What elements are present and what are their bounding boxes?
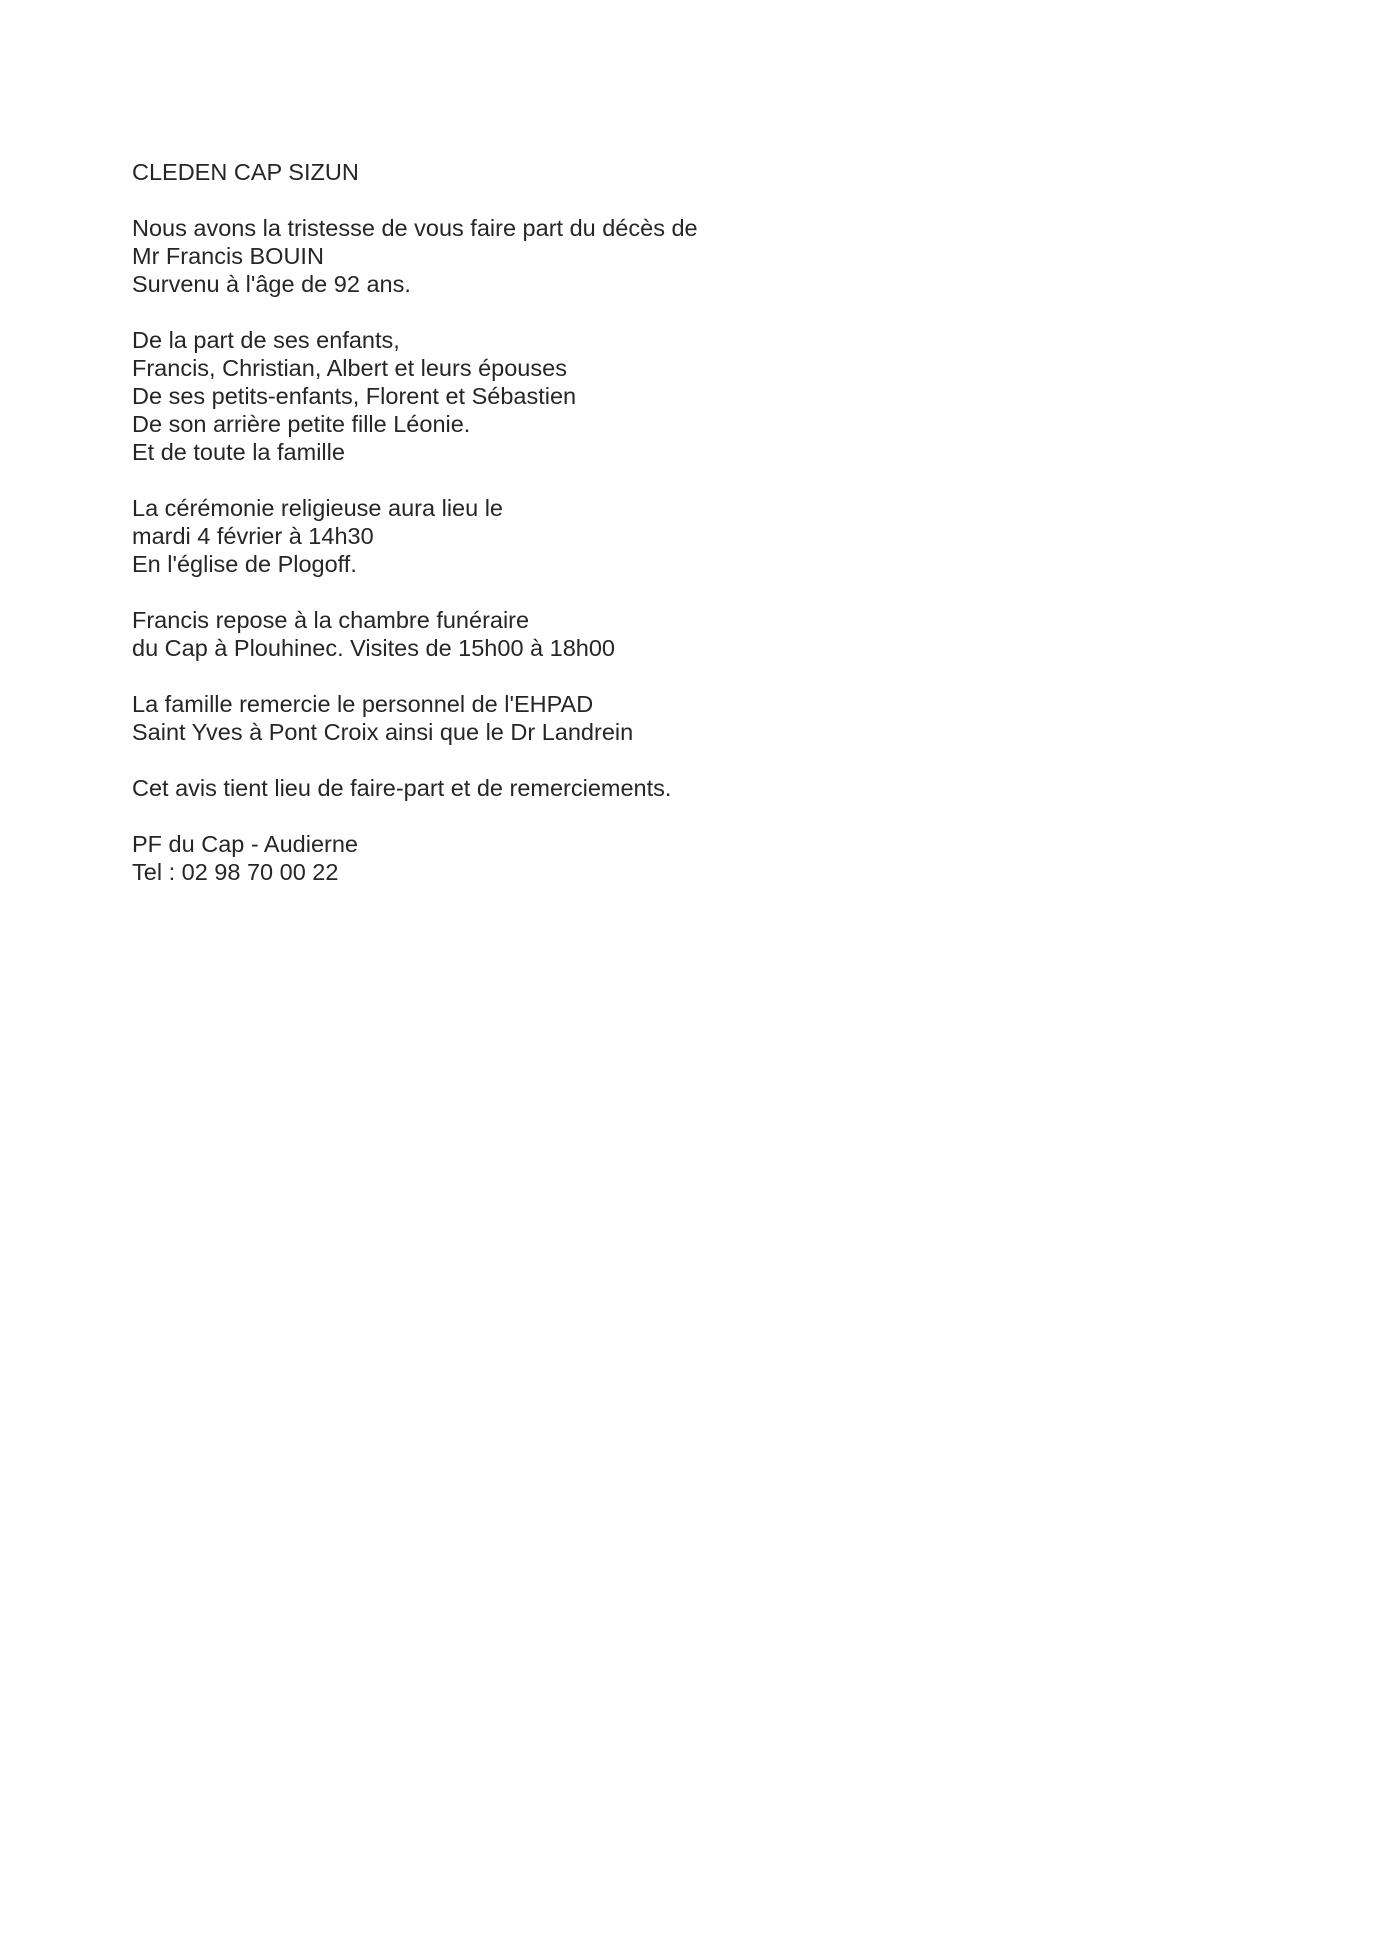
closing-line: Cet avis tient lieu de faire-part et de remerciements. (132, 775, 672, 801)
obituary-notice (132, 158, 1232, 886)
ceremony-date: mardi 4 février à 14h30 (132, 523, 374, 549)
ceremony-location: En l'église de Plogoff. (132, 551, 357, 577)
family-line: De la part de ses enfants, (132, 327, 400, 353)
ceremony-line: La cérémonie religieuse aura lieu le (132, 495, 503, 521)
announcement-line: Survenu à l'âge de 92 ans. (132, 271, 411, 297)
visitation-paragraph (132, 606, 1232, 662)
deceased-name: Mr Francis BOUIN (132, 243, 324, 269)
funeral-home-phone: Tel : 02 98 70 00 22 (132, 859, 339, 885)
thanks-paragraph (132, 690, 1232, 746)
family-line: Et de toute la famille (132, 439, 345, 465)
thanks-line: Saint Yves à Pont Croix ainsi que le Dr Landrein (132, 719, 634, 745)
visitation-line: du Cap à Plouhinec. Visites de 15h00 à 18h00 (132, 635, 615, 661)
family-paragraph (132, 326, 1232, 466)
visitation-line: Francis repose à la chambre funéraire (132, 607, 530, 633)
family-line: De son arrière petite fille Léonie. (132, 411, 471, 437)
funeral-home-name: PF du Cap - Audierne (132, 831, 358, 857)
announcement-line: Nous avons la tristesse de vous faire part du décès de (132, 215, 698, 241)
ceremony-paragraph (132, 494, 1232, 578)
announcement-paragraph (132, 214, 1232, 298)
thanks-line: La famille remercie le personnel de l'EHPAD (132, 691, 594, 717)
notice-heading: CLEDEN CAP SIZUN (132, 159, 359, 185)
family-line: Francis, Christian, Albert et leurs épouses (132, 355, 567, 381)
contact-paragraph (132, 830, 1232, 886)
closing-paragraph (132, 774, 1232, 802)
family-line: De ses petits-enfants, Florent et Sébastien (132, 383, 577, 409)
